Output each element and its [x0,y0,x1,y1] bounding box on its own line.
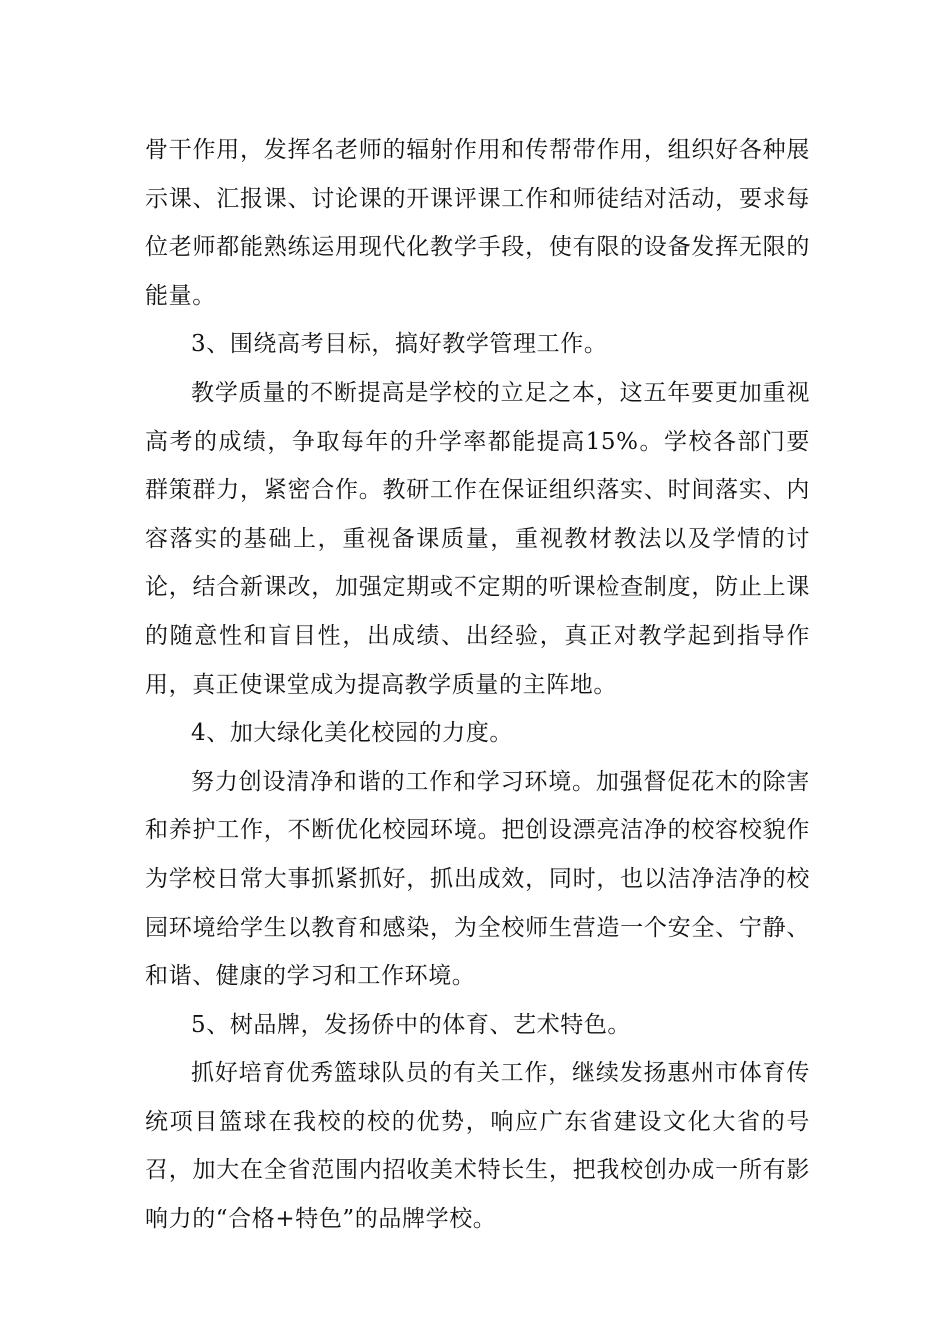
heading-item-5: 5、树品牌，发扬侨中的体育、艺术特色。 [191,1011,632,1038]
document-body [145,126,810,1244]
heading-item-3: 3、围绕高考目标，搞好教学管理工作。 [191,331,608,358]
paragraph-3: 教学质量的不断提高是学校的立足之本，这五年要更加重视高考的成绩，争取每年的升学率都能提高15%。学校各部门要群策群力，紧密合作。教研工作在保证组织落实、时间落实、内容落实的基础上，重视备课质量，重视教材教法以及学情的讨论，结合新课改，加强定期或不定期的听课检查制度，防止上课的随意性和盲目性，出成绩、出经验，真正对教学起到指导作用，真正使课堂成为提高教学质量的主阵地。 [145,379,810,698]
paragraph-1: 骨干作用，发挥名老师的辐射作用和传帮带作用，组织好各种展示课、汇报课、讨论课的开课评课工作和师徒结对活动，要求每位老师都能熟练运用现代化教学手段，使有限的设备发挥无限的能量。 [145,137,810,309]
paragraph-5: 努力创设清净和谐的工作和学习环境。加强督促花木的除害和养护工作，不断优化校园环境。把创设漂亮洁净的校容校貌作为学校日常大事抓紧抓好，抓出成效，同时，也以洁净洁净的校园环境给学生以教育和感染，为全校师生营造一个安全、宁静、和谐、健康的学习和工作环境。 [145,768,810,990]
paragraph-7: 抓好培育优秀篮球队员的有关工作，继续发扬惠州市体育传统项目篮球在我校的校的优势，响应广东省建设文化大省的号召，加大在全省范围内招收美术特长生，把我校创办成一所有影响力的“合格+特色”的品牌学校。 [145,1060,810,1233]
heading-item-4: 4、加大绿化美化校园的力度。 [191,720,514,747]
